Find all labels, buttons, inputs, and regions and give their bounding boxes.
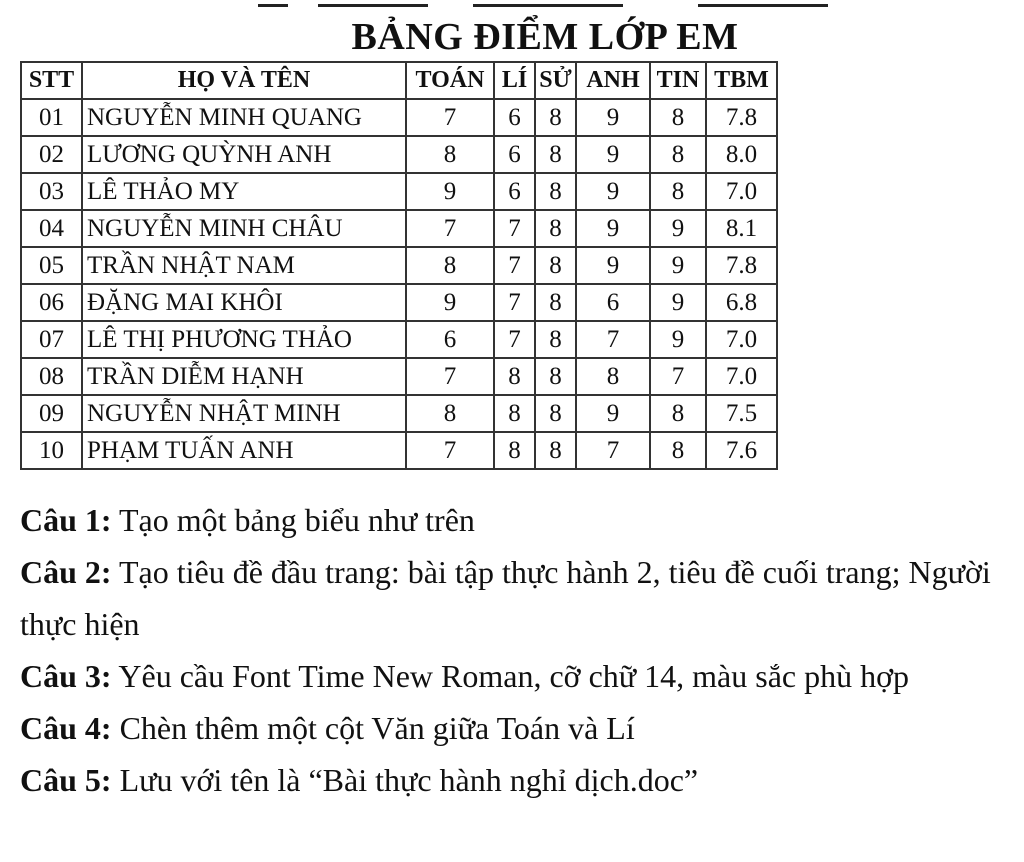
cell-average: 7.8: [706, 99, 777, 136]
cell-math: 8: [406, 247, 494, 284]
table-row: [21, 432, 777, 469]
cell-history: 8: [535, 321, 576, 358]
cell-average: 7.0: [706, 173, 777, 210]
question-3: [20, 650, 1020, 702]
cell-stt: 09: [21, 395, 82, 432]
question-5: [20, 754, 1020, 806]
cell-stt: 04: [21, 210, 82, 247]
cell-math: 8: [406, 136, 494, 173]
table-header-row: [21, 62, 777, 99]
cell-name: NGUYỄN MINH CHÂU: [82, 210, 406, 247]
cell-average: 7.8: [706, 247, 777, 284]
cell-english: 9: [576, 395, 650, 432]
cell-name: LƯƠNG QUỲNH ANH: [82, 136, 406, 173]
cell-name: NGUYỄN NHẬT MINH: [82, 395, 406, 432]
cell-math: 6: [406, 321, 494, 358]
cell-name: TRẦN DIỄM HẠNH: [82, 358, 406, 395]
cell-english: 6: [576, 284, 650, 321]
cell-stt: 06: [21, 284, 82, 321]
cell-stt: 03: [21, 173, 82, 210]
table-row: [21, 173, 777, 210]
cell-history: 8: [535, 432, 576, 469]
cell-english: 9: [576, 247, 650, 284]
cell-informatics: 8: [650, 395, 706, 432]
cell-english: 7: [576, 321, 650, 358]
table-row: [21, 247, 777, 284]
cell-average: 7.6: [706, 432, 777, 469]
table-row: [21, 321, 777, 358]
cell-english: 8: [576, 358, 650, 395]
cropped-text-fragment: [258, 0, 838, 10]
cell-history: 8: [535, 210, 576, 247]
cell-informatics: 9: [650, 210, 706, 247]
cell-stt: 08: [21, 358, 82, 395]
cell-physics: 6: [494, 173, 535, 210]
cell-physics: 7: [494, 247, 535, 284]
cell-informatics: 8: [650, 136, 706, 173]
cell-english: 9: [576, 210, 650, 247]
cell-history: 8: [535, 358, 576, 395]
question-text: Tạo tiêu đề đầu trang: bài tập thực hành 2, tiêu đề cuối trang; Người thực hiện: [20, 554, 991, 642]
question-2: [20, 546, 1020, 650]
table-row: [21, 136, 777, 173]
question-label: Câu 4:: [20, 710, 112, 746]
cell-informatics: 9: [650, 284, 706, 321]
header-history: SỬ: [535, 62, 576, 99]
cell-stt: 10: [21, 432, 82, 469]
cell-physics: 7: [494, 284, 535, 321]
question-text: Yêu cầu Font Time New Roman, cỡ chữ 14, màu sắc phù hợp: [111, 658, 910, 694]
header-average: TBM: [706, 62, 777, 99]
cell-stt: 02: [21, 136, 82, 173]
question-label: Câu 3:: [20, 658, 112, 694]
cell-informatics: 7: [650, 358, 706, 395]
cell-english: 9: [576, 136, 650, 173]
cell-stt: 07: [21, 321, 82, 358]
cell-english: 9: [576, 99, 650, 136]
table-row: [21, 99, 777, 136]
cell-name: NGUYỄN MINH QUANG: [82, 99, 406, 136]
cell-stt: 01: [21, 99, 82, 136]
header-informatics: TIN: [650, 62, 706, 99]
cell-english: 9: [576, 173, 650, 210]
table-row: [21, 210, 777, 247]
cell-average: 7.0: [706, 358, 777, 395]
cell-physics: 8: [494, 395, 535, 432]
cell-physics: 6: [494, 136, 535, 173]
cell-math: 7: [406, 358, 494, 395]
cell-history: 8: [535, 247, 576, 284]
header-math: TOÁN: [406, 62, 494, 99]
cell-informatics: 8: [650, 432, 706, 469]
exercise-questions: [20, 494, 1020, 806]
cell-physics: 7: [494, 210, 535, 247]
cell-name: ĐẶNG MAI KHÔI: [82, 284, 406, 321]
header-name: HỌ VÀ TÊN: [82, 62, 406, 99]
cell-physics: 8: [494, 432, 535, 469]
cell-average: 8.1: [706, 210, 777, 247]
table-row: [21, 284, 777, 321]
cell-average: 7.5: [706, 395, 777, 432]
cell-informatics: 9: [650, 321, 706, 358]
header-english: ANH: [576, 62, 650, 99]
cell-math: 9: [406, 173, 494, 210]
question-label: Câu 5:: [20, 762, 112, 798]
question-4: [20, 702, 1020, 754]
cell-math: 7: [406, 210, 494, 247]
cell-english: 7: [576, 432, 650, 469]
table-row: [21, 358, 777, 395]
grade-table: [20, 61, 778, 470]
question-label: Câu 1:: [20, 502, 112, 538]
cell-math: 7: [406, 99, 494, 136]
cell-average: 6.8: [706, 284, 777, 321]
cell-history: 8: [535, 99, 576, 136]
cell-history: 8: [535, 136, 576, 173]
cell-history: 8: [535, 173, 576, 210]
cell-average: 8.0: [706, 136, 777, 173]
header-physics: LÍ: [494, 62, 535, 99]
cell-math: 7: [406, 432, 494, 469]
cell-history: 8: [535, 284, 576, 321]
question-text: Lưu với tên là “Bài thực hành nghỉ dịch.doc”: [111, 762, 699, 798]
cell-physics: 8: [494, 358, 535, 395]
cell-informatics: 9: [650, 247, 706, 284]
question-label: Câu 2:: [20, 554, 112, 590]
cell-math: 8: [406, 395, 494, 432]
question-text: Chèn thêm một cột Văn giữa Toán và Lí: [111, 710, 635, 746]
page-title: BẢNG ĐIỂM LỚP EM: [351, 16, 739, 58]
question-1: [20, 494, 1020, 546]
cell-informatics: 8: [650, 99, 706, 136]
cell-name: LÊ THỊ PHƯƠNG THẢO: [82, 321, 406, 358]
cell-average: 7.0: [706, 321, 777, 358]
cell-math: 9: [406, 284, 494, 321]
cell-history: 8: [535, 395, 576, 432]
cell-name: LÊ THẢO MY: [82, 173, 406, 210]
table-body: [21, 99, 777, 469]
cell-informatics: 8: [650, 173, 706, 210]
cell-name: TRẦN NHẬT NAM: [82, 247, 406, 284]
table-row: [21, 395, 777, 432]
cell-stt: 05: [21, 247, 82, 284]
cell-physics: 6: [494, 99, 535, 136]
cell-physics: 7: [494, 321, 535, 358]
header-stt: STT: [21, 62, 82, 99]
question-text: Tạo một bảng biểu như trên: [111, 502, 475, 538]
cell-name: PHẠM TUẤN ANH: [82, 432, 406, 469]
